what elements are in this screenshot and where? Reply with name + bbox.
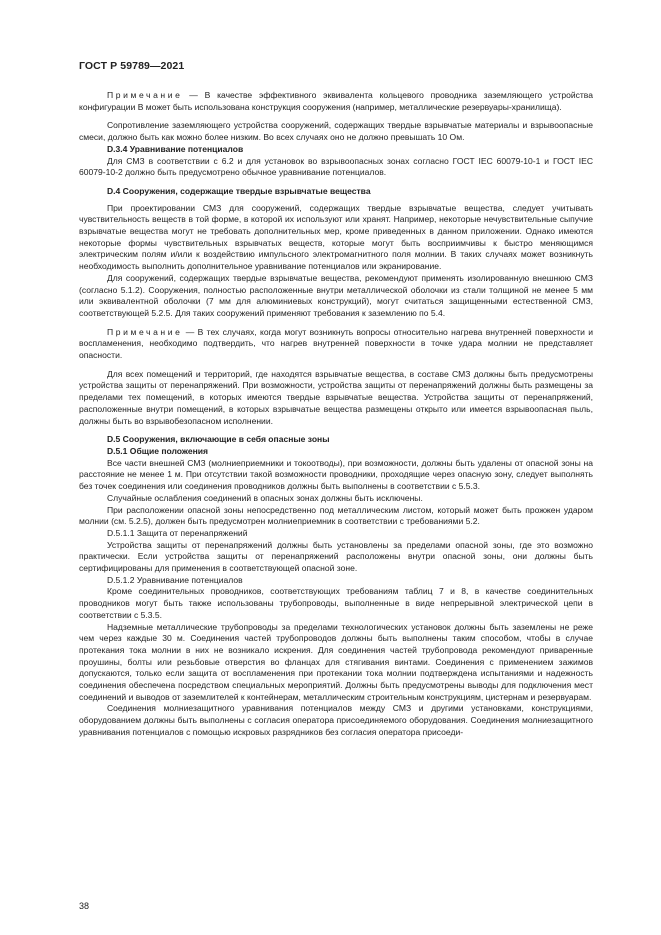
paragraph: Случайные ослабления соединений в опасных зонах должны быть исключены. <box>107 492 423 503</box>
note-label: Примечание <box>107 90 183 100</box>
note-label: Примечание <box>107 326 183 337</box>
paragraph: Сопротивление заземляющего устройства сооружений, содержащих твердые взрывчатые материалы и взрывоопасные смеси, должно быть как можно более низким. Во всех случаях оно не должно превышать 10 Ом. <box>79 120 593 143</box>
document-header: ГОСТ Р 59789—2021 <box>79 60 185 72</box>
section-heading: D.3.4 Уравнивание потенциалов <box>107 143 244 154</box>
paragraph: Соединения молниезащитного уравнивания потенциалов между СМЗ и другими установками, конструкциями, оборудованием должны быть выполнены с согласия оператора присоединяемого оборудования. Соединения молниезащитного уравнивания потенциалов с помощью искровых разрядников без согласия оператора присоеди- <box>79 703 593 737</box>
note-paragraph <box>79 90 593 113</box>
paragraph: Для сооружений, содержащих твердые взрывчатые вещества, рекомендуют применять изолированную внешнюю СМЗ (согласно 5.1.2). Сооружения, полностью расположенные внутри металлической оболочки из стали толщиной не менее 5 мм или эквивалентной оболочки (7 мм для алюминиевых конструкций), могут считаться защищенными естественной СМЗ, соответствующей 5.2.5. Для таких сооружений применяют требования к заземлению по 5.4. <box>79 272 593 318</box>
note-paragraph <box>79 327 593 362</box>
paragraph: Надземные металлические трубопроводы за пределами технологических установок должны быть заземлены не реже чем через каждые 30 м. Соединения частей трубопроводов должны быть выполнены таким способом, чтобы в случае протекания тока молнии в них не возникало искрения. Для соединения частей трубопровода рекомендуют приваренные проушины, болты или резьбовые отверстия во фланцах для стягивания винтами. Соединения с применением зажимов допускаются, только если защита от воспламенения при протекании тока молнии подтверждена испытаниями и надежность соединения обеспечена посредством специальных мероприятий. Должны быть предусмотрены выводы для подключения мест соединений и выводов от заземлителей к контейнерам, металлическим строительным конструкциям, цистернам и резервуарам. <box>79 621 593 702</box>
section-heading: D.4 Сооружения, содержащие твердые взрывчатые вещества <box>107 185 371 196</box>
paragraph: При проектировании СМЗ для сооружений, содержащих твердые взрывчатые вещества, следует учитывать чувствительность веществ в той форме, в которой их используют или хранят. Например, некоторые нечувствительные сыпучие взрывчатые вещества могут не требовать дополнительных мер, кроме приведенных в данном приложении. Однако имеются некоторые формы чувствительных взрывчатых веществ, которые могут быть восприимчивы к быстро меняющимся электрическим полям и/или к воздействию импульсного электромагнитного поля молнии. В таких случаях может возникнуть необходимость выполнить дополнительное уравнивание потенциалов или экранирование. <box>79 202 593 272</box>
subsection-heading: D.5.1 Общие положения <box>107 445 209 456</box>
paragraph: При расположении опасной зоны непосредственно под металлическим листом, который может быть прожжен ударом молнии (см. 5.2.5), должен быть предусмотрен молниеприемник в соответствии с требованиями 5.2. <box>79 504 593 527</box>
section-heading: D.5 Сооружения, включающие в себя опасные зоны <box>107 434 330 445</box>
paragraph: Все части внешней СМЗ (молниеприемники и токоотводы), при возможности, должны быть удалены от опасной зоны на расстояние не менее 1 м. При отсутствии такой возможности проводники, проходящие через опасную зону, следует выполнять без точек соединения или соединения проводников должны быть выполнены в соответствии с 5.5.3. <box>79 457 593 492</box>
paragraph: Устройства защиты от перенапряжений должны быть установлены за пределами опасной зоны, где это возможно практически. Если устройства защиты от перенапряжений расположены внутри опасной зоны, они должны быть сертифицированы для применения в соответствующей опасной зоне. <box>79 539 593 574</box>
subsection-heading: D.5.1.1 Защита от перенапряжений <box>107 527 248 538</box>
paragraph: Для всех помещений и территорий, где находятся взрывчатые вещества, в составе СМЗ должны быть предусмотрены устройства защиты от перенапряжений. При возможности, устройства защиты от перенапряжений должны быть размещены за пределами тех помещений, в которых имеются твердые взрывчатые вещества. Устройства защиты от перенапряжений, расположенные внутри помещений, в которых взрывчатые вещества размещены открыто или имеется взрывоопасная пыль, должны быть во взрывобезопасном исполнении. <box>79 368 593 426</box>
page-content <box>79 90 593 739</box>
note-text: — В качестве эффективного эквивалента кольцевого проводника заземляющего устройства конфигурации B может быть использована конструкция сооружения (например, металлические резервуары-хранилища). <box>79 90 593 112</box>
paragraph: Для СМЗ в соответствии с 6.2 и для установок во взрывоопасных зонах согласно ГОСТ IEC 60079-10-1 и ГОСТ IEC 60079-10-2 должно быть предусмотрено обычное уравнивание потенциалов. <box>79 155 593 178</box>
subsection-heading: D.5.1.2 Уравнивание потенциалов <box>107 574 243 585</box>
paragraph: Кроме соединительных проводников, соответствующих требованиям таблиц 7 и 8, в качестве соединительных проводников могут быть также использованы трубопроводы, выполненные в виде непрерывной электрической цепи в соответствии с 5.3.5. <box>79 586 593 620</box>
note-text: — В тех случаях, когда могут возникнуть вопросы относительно нагрева внутренней поверхности и воспламенения, необходимо подтвердить, что нагрев внутренней поверхности в точке удара молнии не представляет опасности. <box>79 326 593 361</box>
page-number: 38 <box>79 901 90 911</box>
